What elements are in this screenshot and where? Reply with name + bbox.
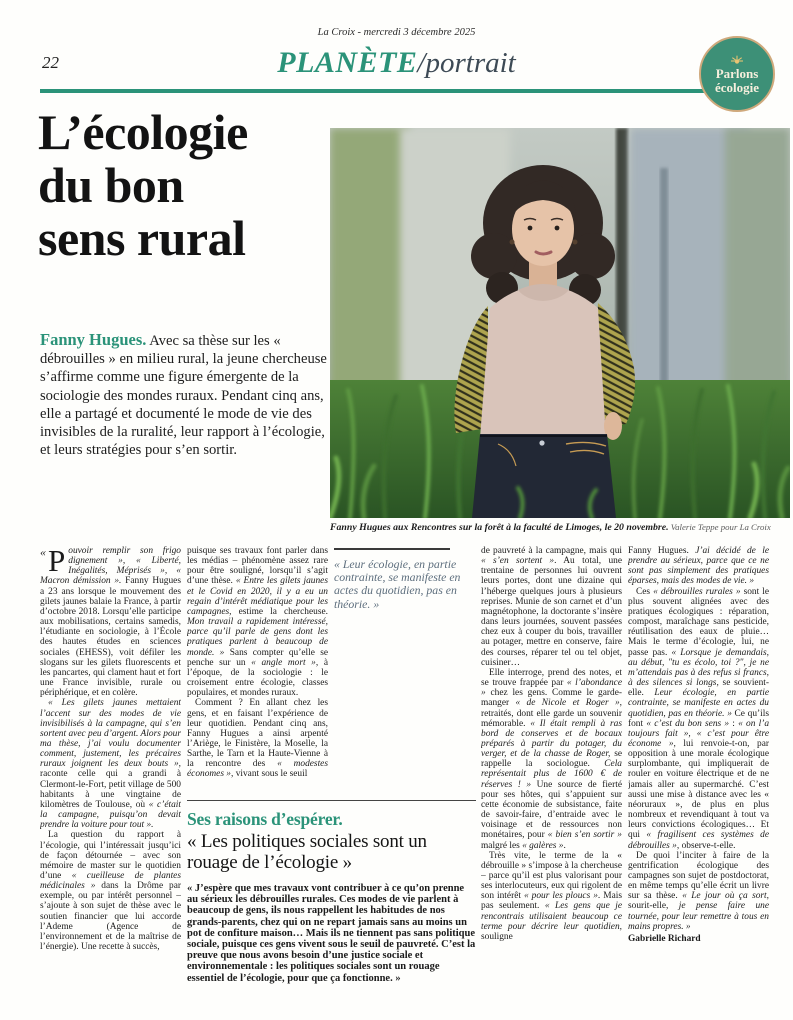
body-paragraph: Elle interroge, prend des notes, et se trouve frappée par « l’abondance » chez les gens. Comme le garde-manger « de Nicole et Roger », retraités, dont elle garde un souvenir mémorable. « Il était rempli à ras bord de conserves et de bocaux préparés à partir du potager, du verger, et de la chasse de Roger, se rappelle la sociologue. Cela représentait plus de 1600 € de réserves ! » Une source de fierté pour ses hôtes, qui s’appuient sur cette économie de subsistance, faite de savoir-faire, d’entraide avec le voisinage et de ressources non monétaires, pour « bien s’en sortir » malgré les « galères ». (481, 667, 622, 851)
body-paragraph: La question du rapport à l’écologie, qui l’intéressait jusqu’ici de façon détournée – avec son mémoire de master sur le quotidien d’une « cueilleuse de plantes médicinales » dans la Drôme par exemple, ou par intérêt personnel – s’ajoute à son sujet de thèse avec le soutien financier que lui accorde l’Ademe (Agence de l’environnement et de la maîtrise de l’énergie). Une recette à succès, (40, 830, 181, 953)
subhead-block (187, 800, 476, 984)
headline (38, 106, 328, 265)
photo-caption (330, 521, 792, 534)
body-column-4 (481, 546, 622, 982)
body-column-2 (187, 546, 328, 802)
folio-dateline: La Croix - mercredi 3 décembre 2025 (317, 27, 476, 38)
portrait-photo (330, 128, 790, 518)
subhead-rule (187, 800, 476, 801)
headline-line: du bon (38, 157, 184, 213)
pull-quote: « Leur écologie, en partie contrainte, se manifeste en actes du quotidien, pas en théorie. » (334, 557, 461, 611)
headline-line: sens rural (38, 210, 246, 266)
body-paragraph: de pauvreté à la campagne, mais qui « s’en sortent ». Au total, une trentaine de personnes lui ouvrent leurs portes, dont une dizaine qui l’héberge quelques jours à plusieurs reprises. Munie de son carnet et d’un magnétophone, la doctorante s’insère dans leurs journées, souvent passées chez eux à couper du bois, travailler au potager, mettre en conserve, faire des courses, réparer tel ou tel objet, cuisiner… (481, 546, 622, 668)
body-paragraph: Très vite, le terme de la « débrouille » s’impose à la chercheuse – parce qu’il est plus valorisant pour ses interlocuteurs, eux qui rigolent de son intérêt « pour les ploucs ». Mais pas seulement. « Les gens que je rencontrais utilisaient beaucoup ce terme pour décrire leur quotidien, souligne (481, 850, 622, 942)
body-paragraph: De quoi l’inciter à faire de la gentrification écologique des campagnes son sujet de postdoctorat, en même temps qu’elle écrit un livre sur sa thèse. « Le jour où ça sort, sourit-elle, je pense faire une tournée, pour leur remettre à tous en mains propres. » (628, 850, 769, 932)
standfirst-text: Avec sa thèse sur les « débrouilles » en milieu rural, la jeune chercheuse s’affirme comme une figure émergente de la sociologie des mondes ruraux. Pendant cinq ans, elle a partagé et documenté le mode de vie des invisibles de la ruralité, leur rapport à l’écologie, et leurs stratégies pour s’en sortir. (40, 333, 327, 459)
pull-quote-block (334, 548, 464, 611)
section-title (0, 46, 793, 80)
headline-line: L’écologie (38, 104, 248, 160)
standfirst (40, 331, 334, 459)
body-paragraph: puisque ses travaux font parler dans les médias – phénomène assez rare pour être souligné, lorsqu’il s’agit d’une thèse. « Entre les gilets jaunes et le Covid en 2020, il y a eu un regain d’intérêt médiatique pour les campagnes, estime la chercheuse. Mon travail a rapidement intéressé, parce qu’il parle de gens dont les pratiques parlent à beaucoup de monde. » Sans compter qu’elle se penche sur un « angle mort », à l’époque, de la sociologie : le croisement entre écologie, classes populaires, et mondes ruraux. (187, 546, 328, 699)
header-divider-rule (40, 89, 753, 93)
body-paragraph: « Les gilets jaunes mettaient l’accent sur des modes de vie invisibilisés à la campagne, qui s’en sortent avec peu d’argent. Alors pour ma thèse, j’ai voulu documenter comment, justement, les précaires ruraux joignent les deux bouts », raconte celle qui a grandi à Clermont-le-Fort, petit village de 500 habitants à une vingtaine de kilomètres de Toulouse, où « c’était la campagne, puisqu’on devait prendre la voiture pour tout ». (40, 698, 181, 831)
body-paragraph: Fanny Hugues. J’ai décidé de le prendre au sérieux, parce que ce ne sont pas simplement des pratiques éparses, mais des modes de vie. » (628, 546, 769, 587)
page-number: 22 (42, 53, 59, 72)
drop-cap: P (48, 546, 66, 578)
body-column-5 (628, 546, 769, 996)
body-paragraph: « P ouvoir remplir son frigo dignement », « Liberté, Inégalités, Méprisés », « Macron démission ». Fanny Hugues a 23 ans lorsque le mouvement des gilets jaunes balaie la France, à partir d’octobre 2018. Lorsqu’elle participe aux mobilisations, certains samedis, l’étudiante en sociologie, à l’École des hautes études en sciences sociales (EHESS), voit défiler les slogans sur les gilets fluorescents et les pancartes, qui clament haut et fort une France invisible, rurale ou périphérique, et en colère. (40, 546, 181, 699)
opening-quote-mark: « (40, 546, 46, 559)
feature-quote: « J’espère que mes travaux vont contribuer à ce qu’on prenne au sérieux les débrouilles rurales. Ces modes de vie parlent à beaucoup de gens, ils nous rappellent les habitudes de nos grands-parents, chez qui on ne repart jamais sans au moins un pot de confiture maison… Mais ils ne tiennent pas sans politique sociale, puisque ces gens vivent sous le seuil de pauvreté. C’est la preuve que nous avons besoin d’une justice sociale et environnementale : les politiques sociales sont un rouage essentiel de l’écologie, pour que ça fonctionne. » (187, 883, 476, 984)
body-column-1 (40, 546, 181, 982)
badge-line-2: écologie (714, 79, 760, 95)
section-suffix-label: /portrait (417, 47, 516, 79)
badge-line-1: Parlons (715, 65, 759, 81)
caption-text: Fanny Hugues aux Rencontres sur la forêt à la faculté de Limoges, le 20 novembre. (330, 522, 669, 533)
author-byline: Gabrielle Richard (628, 933, 701, 944)
subhead-title: « Les politiques sociales sont un rouage de l’écologie » (187, 831, 427, 873)
body-paragraph: Comment ? En allant chez les gens, et en faisant l’expérience de leur quotidien. Pendant cinq ans, Fanny Hugues a ainsi arpenté l’Ariège, le Finistère, la Moselle, la Sarthe, le Tarn et la Haute-Vienne à la rencontre des « modestes économes », vivant sous le seuil (187, 698, 328, 780)
standfirst-kicker: Fanny Hugues. (40, 330, 147, 349)
subhead-kicker: Ses raisons d’espérer. (187, 809, 343, 829)
caption-credit: Valerie Teppe pour La Croix (668, 522, 771, 532)
portrait-photo-illustration (330, 128, 790, 518)
parlons-ecologie-badge (699, 36, 775, 112)
body-paragraph: Ces « débrouilles rurales » sont le plus souvent alignées avec des pratiques écologiques : réparation, compost, maraîchage sans pesticide, réutilisation des eaux de pluie… Mais le terme d’écologie, lui, ne passe pas. « Lorsque je demandais, au début, "tu es écolo, toi ?", je ne m’attendais pas à des refus si francs, à des silences si longs, se souvient-elle. Leur écologie, en partie contrainte, se manifeste en actes du quotidien, pas en théorie. » Ce qu’ils font « c’est du bon sens » : « on l’a toujours fait », « c’est pour être économe », lui renvoie-t-on, par opposition à une morale écologique surplombante, qui impliquerait de rouler en voiture électrique et de ne jamais aller au supermarché. C’est aussi une mise à distance avec les « néoruraux », de plus en plus nombreux et revendiquant à tout va leurs convictions écologiques… Et qui « fragilisent ces systèmes de débrouilles », observe-t-elle. (628, 586, 769, 851)
section-label: PLANÈTE (277, 46, 418, 79)
pull-quote-rule (334, 548, 450, 550)
